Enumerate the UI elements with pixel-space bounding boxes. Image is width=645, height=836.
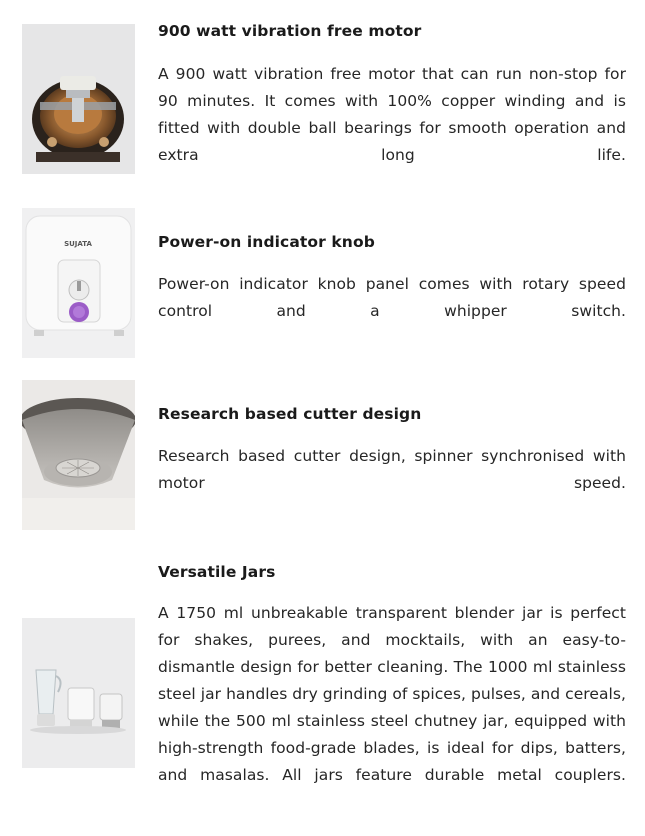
- feature-title: Power-on indicator knob: [158, 233, 375, 251]
- feature-description: Research based cutter design, spinner synchronised with motor speed.: [158, 447, 626, 492]
- feature-description: A 1750 ml unbreakable transparent blender jar is perfect for shakes, purees, and mocktails, with an easy-to-dismantle design for better cleaning. The 1000 ml stainless steel jar handles dry grinding of spices, pulses, and cereals, while the 500 ml stainless steel chutney jar, equipped with high-strength food-grade blades, is ideal for dips, batters, and masalas. All jars feature durable metal couplers.: [158, 604, 626, 784]
- feature-description: A 900 watt vibration free motor that can run non-stop for 90 minutes. It comes with 100% copper winding and is fitted with double ball bearings for smooth operation and extra long life.: [158, 65, 626, 164]
- feature-description: Power-on indicator knob panel comes with rotary speed control and a whipper switch.: [158, 275, 626, 320]
- feature-title: 900 watt vibration free motor: [158, 22, 422, 40]
- jars-image: [22, 618, 135, 768]
- feature-title: Research based cutter design: [158, 405, 422, 423]
- knob-panel-image: [22, 208, 135, 358]
- brand-label: SUJATA: [64, 240, 92, 248]
- cutter-image: [22, 380, 135, 530]
- feature-title: Versatile Jars: [158, 563, 276, 581]
- motor-image: [22, 24, 135, 174]
